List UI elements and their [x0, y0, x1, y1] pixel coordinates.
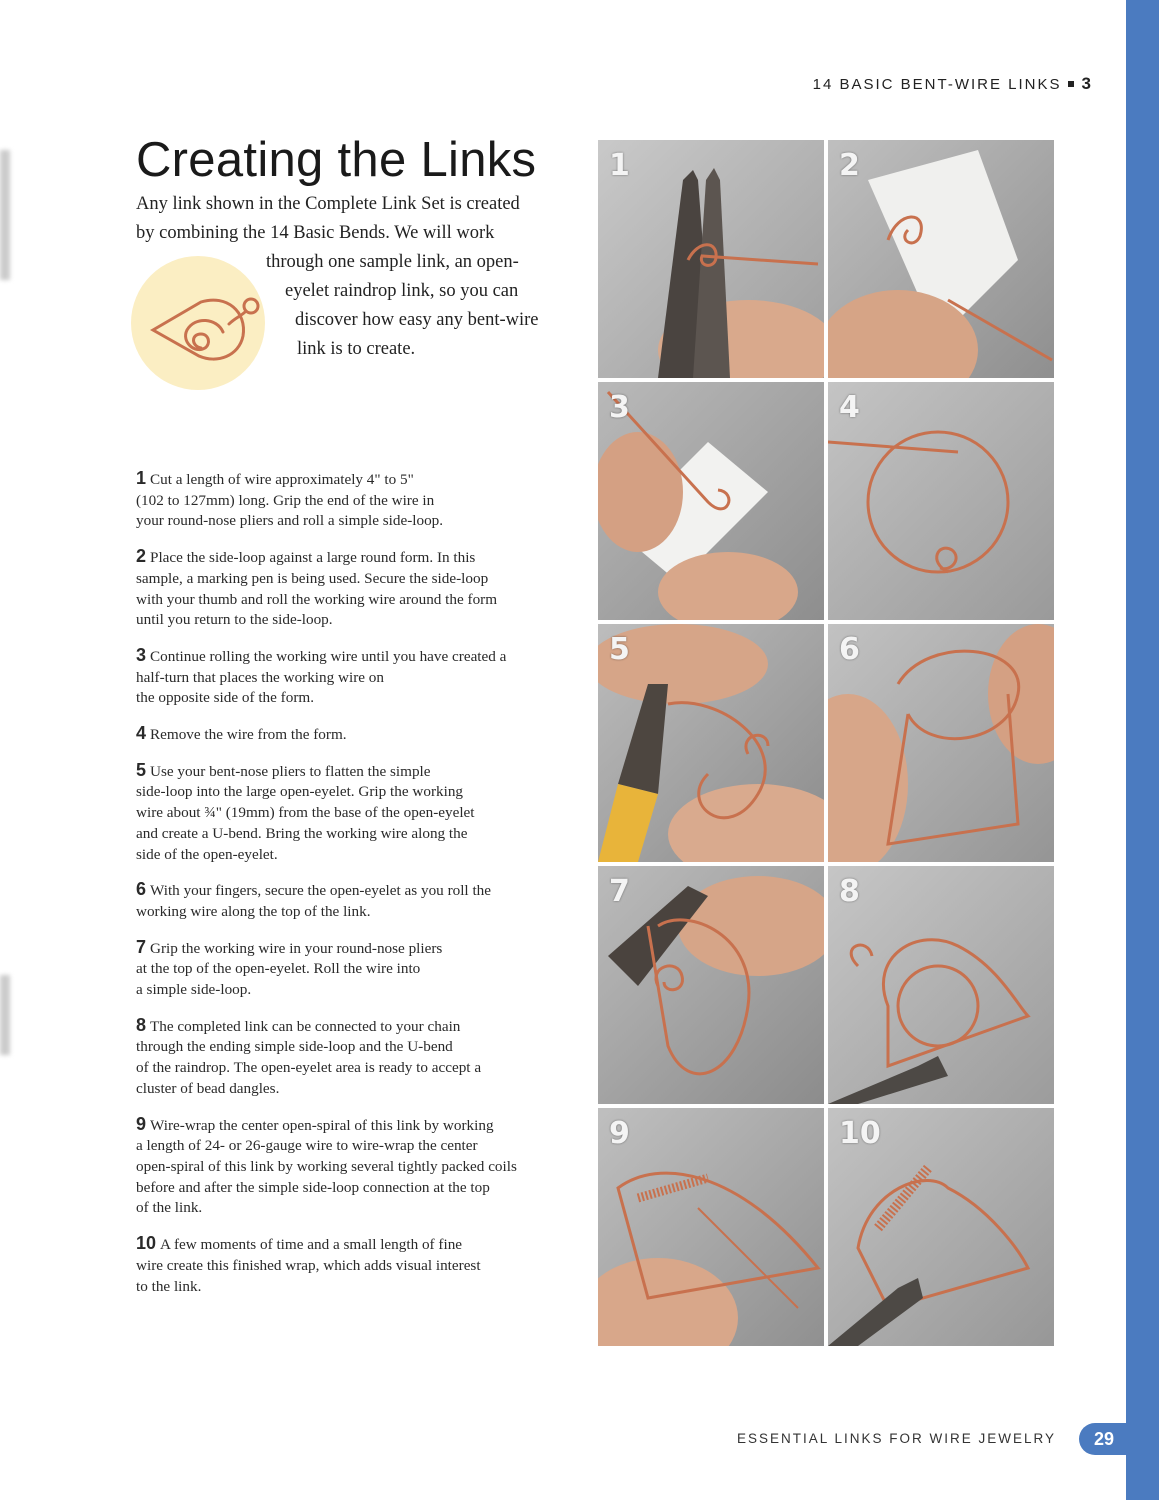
- photo-number: 9: [609, 1116, 630, 1151]
- photo-number: 6: [839, 632, 860, 667]
- step-line: until you return to the side-loop.: [136, 611, 333, 629]
- step-line: at the top of the open-eyelet. Roll the wire into: [136, 960, 421, 978]
- intro-line: by combining the 14 Basic Bends. We will work: [136, 223, 495, 243]
- bent-nose-pliers-photo-icon: [598, 624, 824, 862]
- step-9: [136, 1114, 576, 1220]
- step-text: Cut a length of wire approximately 4" to 5": [150, 471, 414, 488]
- photo-step-6: [828, 624, 1054, 862]
- step-line: sample, a marking pen is being used. Secure the side-loop: [136, 569, 489, 587]
- step-10: [136, 1233, 576, 1297]
- intro-line: through one sample link, an open-: [266, 252, 519, 272]
- photo-step-4: [828, 382, 1054, 620]
- step-line: [136, 1015, 576, 1038]
- step-line: a length of 24- or 26-gauge wire to wire-wrap the center: [136, 1137, 478, 1155]
- step-line: of the link.: [136, 1199, 203, 1217]
- step-line: [136, 879, 576, 902]
- photo-step-7: [598, 866, 824, 1104]
- step-1: [136, 468, 576, 532]
- page-number-badge: 29: [1079, 1423, 1129, 1455]
- wire-wrap-photo-icon: [598, 1108, 824, 1346]
- step-line: [136, 1233, 576, 1256]
- step-line: cluster of bead dangles.: [136, 1079, 280, 1097]
- step-line: a simple side-loop.: [136, 981, 252, 999]
- side-color-bar: [1126, 0, 1159, 1500]
- intro-line: Any link shown in the Complete Link Set is created: [136, 194, 520, 214]
- step-line: open-spiral of this link by working several tightly packed coils: [136, 1157, 517, 1175]
- step-text: A few moments of time and a small length of fine: [160, 1236, 463, 1254]
- step-line: half-turn that places the working wire on: [136, 668, 384, 686]
- sample-link-illustration: [131, 256, 265, 390]
- step-number: 9: [136, 1113, 147, 1134]
- step-line: (102 to 127mm) long. Grip the end of the wire in: [136, 491, 435, 509]
- step-line: of the raindrop. The open-eyelet area is ready to accept a: [136, 1059, 482, 1077]
- marker-roll-photo-icon: [598, 382, 824, 620]
- step-7: [136, 937, 576, 1001]
- step-6: [136, 879, 576, 922]
- step-line: wire about ¾" (19mm) from the base of the open-eyelet: [136, 804, 475, 822]
- pliers-photo-icon: [598, 140, 824, 378]
- step-text: With your fingers, secure the open-eyelet as you roll the: [150, 882, 492, 900]
- step-line: [136, 723, 576, 746]
- photo-step-3: [598, 382, 824, 620]
- step-line: [136, 468, 576, 491]
- photo-number: 8: [839, 874, 860, 909]
- scan-artifact: [0, 150, 10, 280]
- photo-number: 4: [839, 390, 860, 425]
- step-line: [136, 937, 576, 960]
- photo-number: 3: [609, 390, 630, 425]
- scan-artifact: [0, 975, 10, 1055]
- photo-step-1: [598, 140, 824, 378]
- book-title-footer: ESSENTIAL LINKS FOR WIRE JEWELRY: [736, 1431, 1056, 1446]
- intro-line: discover how easy any bent-wire: [295, 310, 539, 330]
- step-number: 4: [136, 723, 147, 744]
- step-number: 1: [136, 468, 147, 488]
- step-line: the opposite side of the form.: [136, 689, 314, 707]
- running-header: [813, 74, 1091, 94]
- instruction-steps: [136, 468, 576, 1311]
- roll-wire-photo-icon: [828, 624, 1054, 862]
- step-8: [136, 1015, 576, 1100]
- photo-number: 5: [609, 632, 630, 667]
- step-text: Grip the working wire in your round-nose pliers: [150, 939, 443, 957]
- completed-link-photo-icon: [828, 866, 1054, 1104]
- step-2: [136, 546, 576, 631]
- step-line: [136, 1114, 576, 1137]
- step-number: 10: [136, 1233, 157, 1254]
- step-line: your round-nose pliers and roll a simple side-loop.: [136, 512, 444, 530]
- step-text: Use your bent-nose pliers to flatten the simple: [150, 762, 431, 780]
- step-number: 3: [136, 644, 147, 665]
- intro-line: eyelet raindrop link, so you can: [285, 281, 519, 301]
- step-line: wire create this finished wrap, which adds visual interest: [136, 1256, 481, 1274]
- step-number: 7: [136, 936, 147, 957]
- photo-step-10: [828, 1108, 1054, 1346]
- intro-line: link is to create.: [297, 339, 416, 359]
- step-text: Continue rolling the working wire until you have created a: [150, 647, 507, 665]
- photo-step-8: [828, 866, 1054, 1104]
- step-line: and create a U-bend. Bring the working wire along the: [136, 824, 468, 842]
- chapter-number: 3: [1081, 74, 1091, 93]
- step-number: 6: [136, 879, 147, 900]
- step-line: [136, 645, 576, 668]
- step-text: The completed link can be connected to your chain: [150, 1017, 461, 1035]
- photo-number: 10: [839, 1116, 881, 1151]
- step-3: [136, 645, 576, 709]
- step-text: Wire-wrap the center open-spiral of this link by working: [150, 1116, 494, 1134]
- step-number: 2: [136, 546, 147, 567]
- step-line: [136, 760, 576, 783]
- step-line: [136, 546, 576, 569]
- page-title: Creating the Links: [136, 133, 537, 187]
- step-line: before and after the simple side-loop connection at the top: [136, 1178, 490, 1196]
- photo-step-2: [828, 140, 1054, 378]
- photo-number: 7: [609, 874, 630, 909]
- step-text: Place the side-loop against a large round form. In this: [150, 549, 476, 567]
- round-nose-pliers-photo-icon: [598, 866, 824, 1104]
- marker-form-photo-icon: [828, 140, 1054, 378]
- step-line: through the ending simple side-loop and the U-bend: [136, 1038, 453, 1056]
- photo-step-9: [598, 1108, 824, 1346]
- step-5: [136, 760, 576, 866]
- step-line: working wire along the top of the link.: [136, 902, 371, 920]
- step-line: side of the open-eyelet.: [136, 845, 278, 863]
- step-line: to the link.: [136, 1277, 202, 1295]
- step-number: 5: [136, 759, 147, 780]
- raindrop-link-icon: [131, 256, 265, 390]
- step-line: side-loop into the large open-eyelet. Grip the working: [136, 783, 464, 801]
- step-number: 8: [136, 1014, 147, 1035]
- photo-number: 2: [839, 148, 860, 183]
- step-line: with your thumb and roll the working wire around the form: [136, 590, 498, 608]
- step-4: [136, 723, 576, 746]
- wire-loop-photo-icon: [828, 382, 1054, 620]
- photo-number: 1: [609, 148, 630, 183]
- step-text: Remove the wire from the form.: [150, 726, 347, 744]
- photo-step-5: [598, 624, 824, 862]
- running-head-text: 14 BASIC BENT-WIRE LINKS: [812, 76, 1062, 93]
- square-bullet-icon: [1068, 81, 1074, 87]
